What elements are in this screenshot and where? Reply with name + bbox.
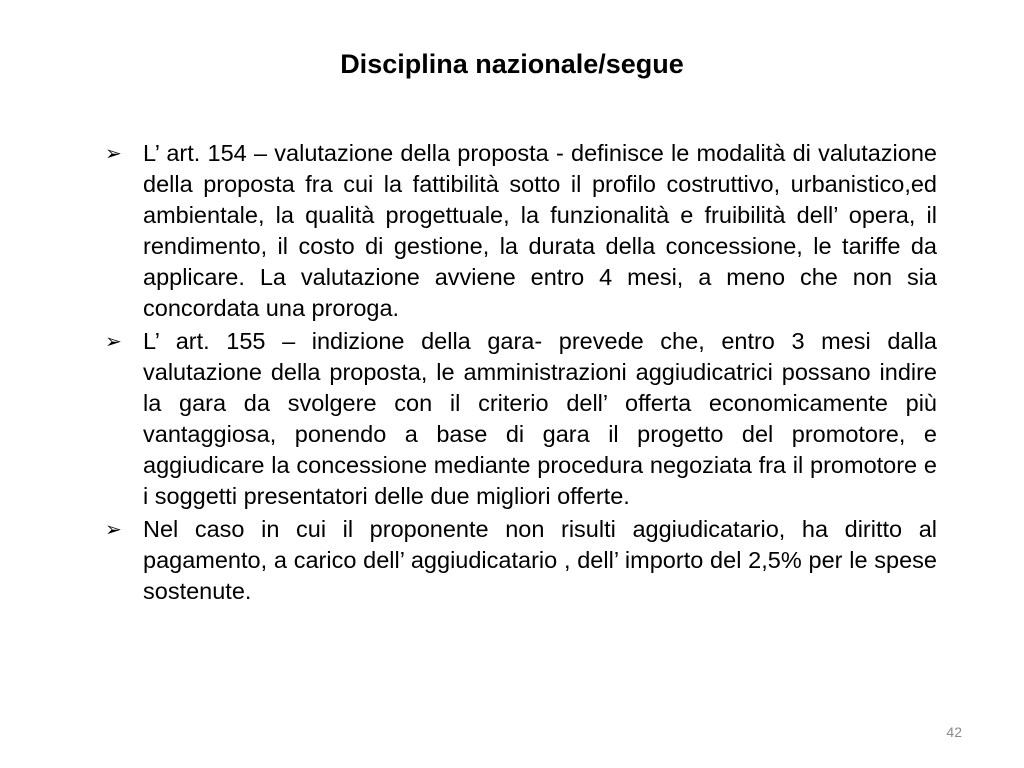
bullet-text: L’ art. 154 – valutazione della proposta - definisce le modalità di valutazione della proposta fra cui la fattibilità sotto il profilo costruttivo, urbanistico,ed ambientale, la qualità progettuale, la funzionalità e fruibilità dell’ opera, il rendimento, il costo di gestione, la durata della concessione, le tariffe da applicare. La valutazione avviene entro 4 mesi, a meno che non sia concordata una proroga.	[143, 140, 937, 321]
arrow-bullet-icon: ➢	[105, 517, 122, 541]
bullet-item	[105, 514, 937, 607]
bullet-text: L’ art. 155 – indizione della gara- prevede che, entro 3 mesi dalla valutazione della proposta, le amministrazioni aggiudicatrici possano indire la gara da svolgere con il criterio dell’ offerta economicamente più vantaggiosa, ponendo a base di gara il progetto del promotore, e aggiudicare la concessione mediante procedura negoziata fra il promotore e i soggetti presentatori delle due migliori offerte.	[143, 328, 937, 509]
bullet-item	[105, 138, 937, 324]
arrow-bullet-icon: ➢	[105, 141, 122, 165]
bullet-text: Nel caso in cui il proponente non risulti aggiudicatario, ha diritto al pagamento, a carico dell’ aggiudicatario , dell’ importo del 2,5% per le spese sostenute.	[143, 516, 937, 604]
arrow-bullet-icon: ➢	[105, 329, 122, 353]
bullet-item	[105, 326, 937, 512]
page-number: 42	[946, 724, 962, 740]
bullet-list	[105, 138, 937, 609]
slide-title: Disciplina nazionale/segue	[340, 49, 684, 79]
